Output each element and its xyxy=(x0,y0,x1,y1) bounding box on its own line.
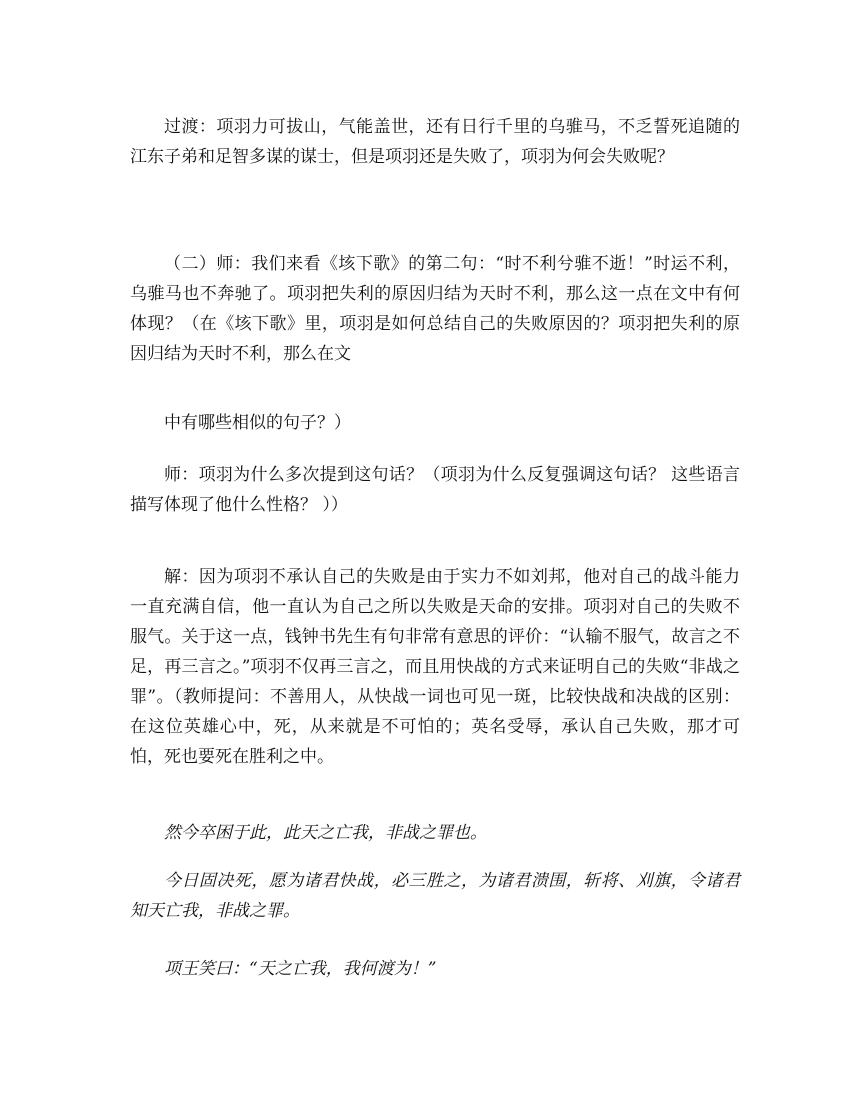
quote-line-3: 项王笑曰：“天之亡我，我何渡为！” xyxy=(164,959,437,979)
teacher-question-paragraph: 师：项羽为什么多次提到这句话？（项羽为什么反复强调这句话？ 这些语言描写体现了他什么性格？ ）） xyxy=(130,465,740,515)
transition-paragraph: 过渡：项羽力可拔山，气能盖世，还有日行千里的乌骓马，不乏誓死追随的江东子弟和足智多谋的谋士，但是项羽还是失败了，项羽为何会失败呢？ xyxy=(130,117,740,167)
question-continuation: 中有哪些相似的句子？） xyxy=(164,413,351,433)
quote-line-2: 今日固决死，愿为诸君快战，必三胜之，为诸君溃围，斩将、刈旗，令诸君知天亡我，非战之罪。 xyxy=(130,871,740,921)
explanation-paragraph: 解：因为项羽不承认自己的失败是由于实力不如刘邦，他对自己的战斗能力一直充满自信，他一直认为自己之所以失败是天命的安排。项羽对自己的失败不服气。关于这一点，钱钟书先生有句非常有意思的评价：“认输不服气，故言之不足，再三言之。”项羽不仅再三言之，而且用快战的方式来证明自己的失败“非战之罪”。（教师提问：不善用人，从快战一词也可见一斑，比较快战和决战的区别：在这位英雄心中，死，从来就是不可怕的；英名受辱，承认自己失败，那才可怕，死也要死在胜利之中。 xyxy=(130,567,740,767)
quote-line-1: 然今卒困于此，此天之亡我，非战之罪也。 xyxy=(164,823,487,843)
question-paragraph: （二）师：我们来看《垓下歌》的第二句：“时不利兮骓不逝！”时运不利，乌骓马也不奔驰了。项羽把失利的原因归结为天时不利，那么这一点在文中有何体现？（在《垓下歌》里，项羽是如何总结自己的失败原因的？项羽把失利的原因归结为天时不利，那么在文 xyxy=(130,254,740,364)
